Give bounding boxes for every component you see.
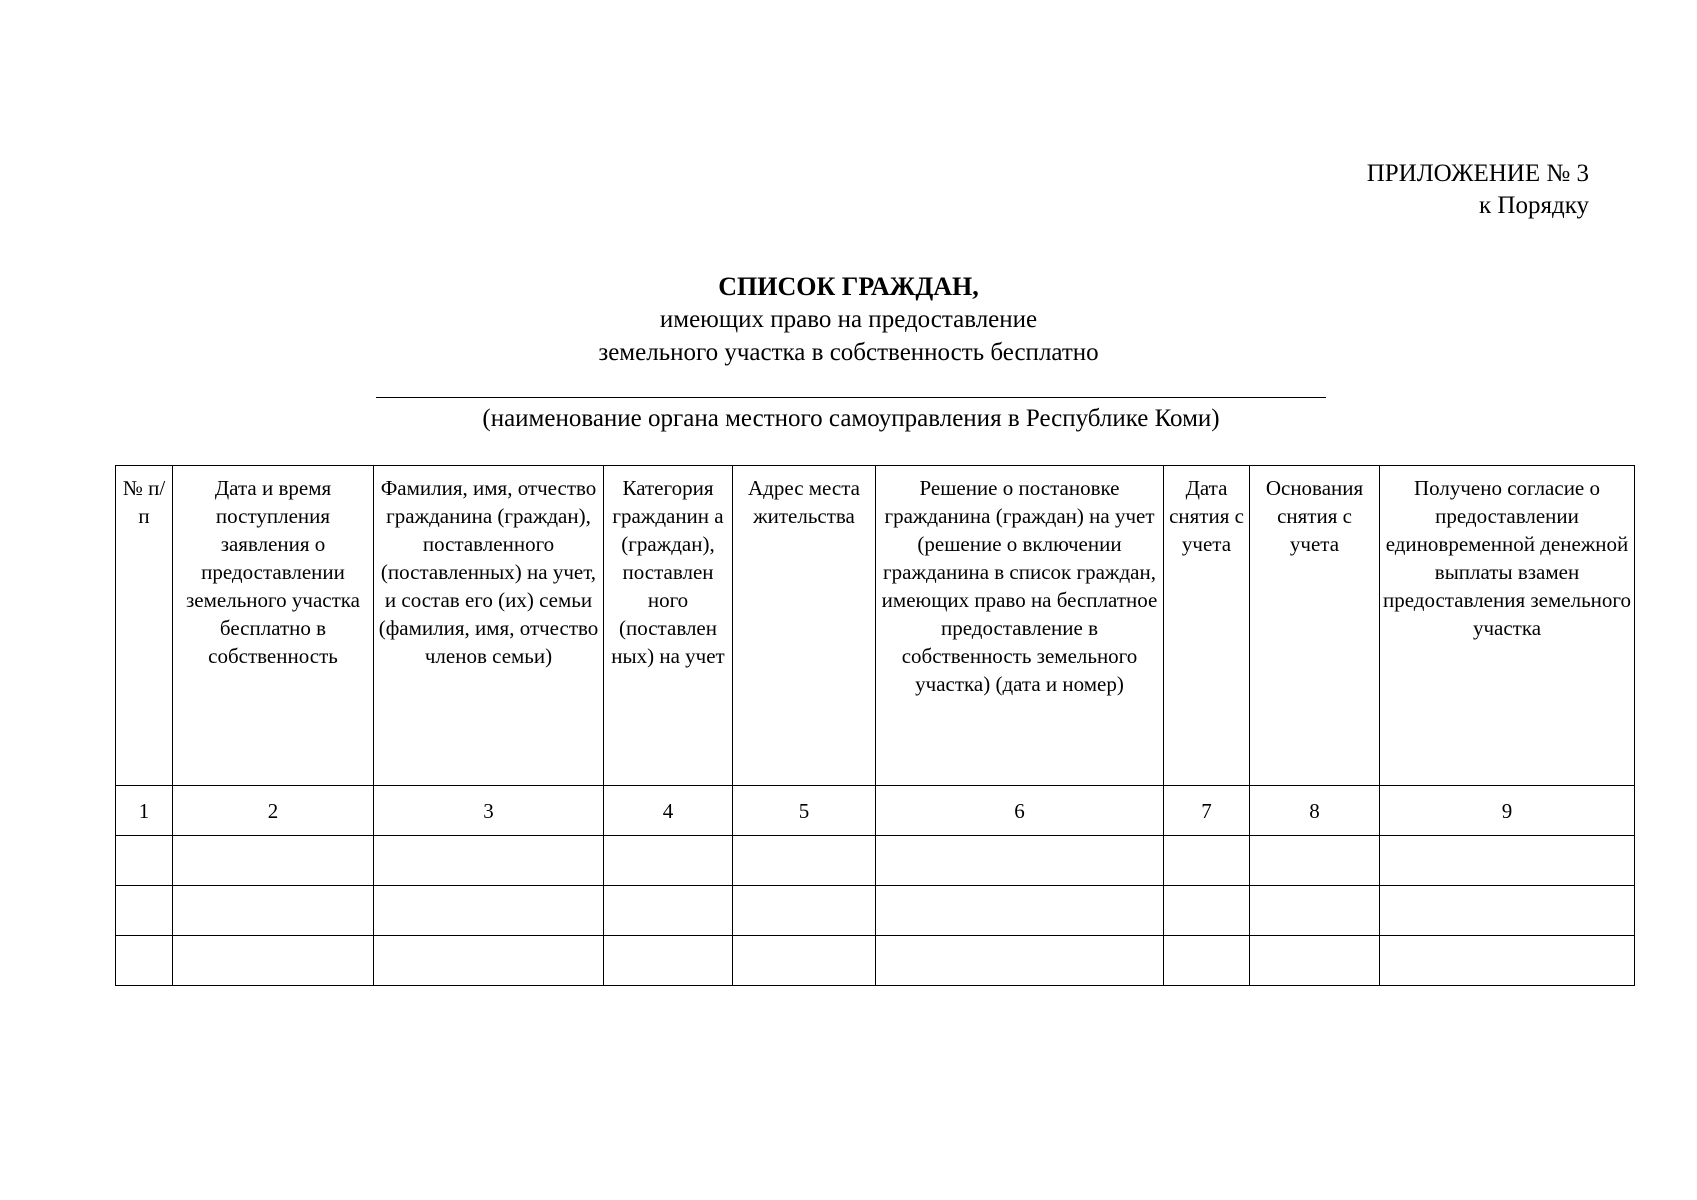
table-row [116,836,1635,886]
table-cell [1380,886,1635,936]
column-number: 1 [116,786,173,836]
table-cell [1164,936,1250,986]
header-cell-4: Категория гражданин а (граждан), поставлен ного (поставлен ных) на учет [604,466,733,786]
table-row [116,936,1635,986]
table-cell [173,836,374,886]
table-cell [876,886,1164,936]
table-cell [604,886,733,936]
table-cell [1250,836,1380,886]
header-cell-9: Получено согласие о предоставлении единовременной денежной выплаты взамен предоставления земельного участка [1380,466,1635,786]
column-number: 9 [1380,786,1635,836]
table-cell [1250,886,1380,936]
table-cell [604,836,733,886]
table-cell [374,836,604,886]
table-cell [116,836,173,886]
column-number: 6 [876,786,1164,836]
column-number: 3 [374,786,604,836]
table-cell [1250,936,1380,986]
table-cell [604,936,733,986]
column-number-row [116,786,1635,836]
column-number: 5 [733,786,876,836]
title-main: СПИСОК ГРАЖДАН, [718,272,979,301]
header-cell-2: Дата и время поступления заявления о предоставлении земельного участка бесплатно в собственность [173,466,374,786]
header-cell-1: № п/п [116,466,173,786]
document-title [0,270,1697,369]
table-cell [1164,836,1250,886]
table-row [116,886,1635,936]
authority-caption: (наименование органа местного самоуправления в Республике Коми) [376,397,1326,437]
table-cell [1164,886,1250,936]
appendix-number: ПРИЛОЖЕНИЕ № 3 [1366,160,1589,187]
header-cell-3: Фамилия, имя, отчество гражданина (граждан), поставленного (поставленных) на учет, и состав его (их) семьи (фамилия, имя, отчество членов семьи) [374,466,604,786]
table-header-row [116,466,1635,786]
header-cell-6: Решение о постановке гражданина (граждан) на учет (решение о включении гражданина в список граждан, имеющих право на бесплатное предоставление в собственность земельного участка) (дата и номер) [876,466,1164,786]
table-cell [733,936,876,986]
column-number: 2 [173,786,374,836]
table-cell [876,836,1164,886]
appendix-label [1367,158,1589,222]
table-cell [733,836,876,886]
title-line-3: земельного участка в собственность бесплатно [598,339,1099,366]
table-cell [374,886,604,936]
table-cell [173,886,374,936]
table-cell [733,886,876,936]
table-cell [374,936,604,986]
table-cell [1380,836,1635,886]
table-cell [116,886,173,936]
header-cell-5: Адрес места жительства [733,466,876,786]
table-cell [1380,936,1635,986]
column-number: 4 [604,786,733,836]
header-cell-8: Основания снятия с учета [1250,466,1380,786]
appendix-reference: к Порядку [1479,192,1589,219]
table-cell [173,936,374,986]
column-number: 8 [1250,786,1380,836]
citizens-table [115,465,1635,986]
title-line-2: имеющих право на предоставление [659,306,1038,333]
table-cell [116,936,173,986]
table-cell [876,936,1164,986]
header-cell-7: Дата снятия с учета [1164,466,1250,786]
column-number: 7 [1164,786,1250,836]
